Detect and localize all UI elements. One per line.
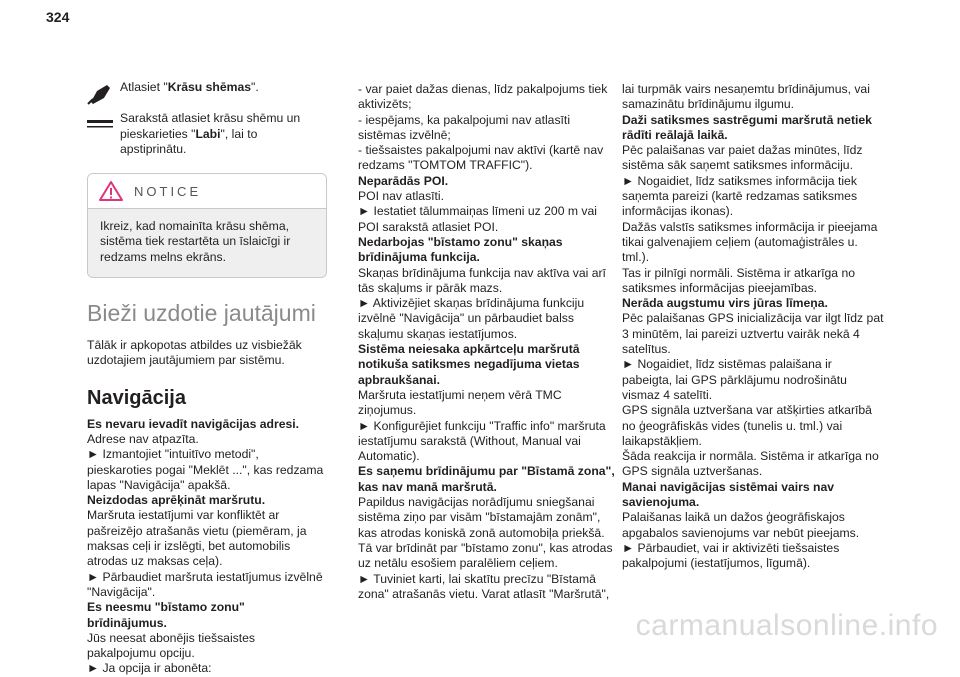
answer-1: Adrese nav atpazīta. ► Izmantojiet "intuitīvo metodi", pieskaroties pogai "Meklēt ...", kas redzama lapas "Navigācija" apakšā. [87,431,324,492]
question-9: Nerāda augstumu virs jūras līmeņa. [622,296,828,311]
question-10: Manai navigācijas sistēmai vairs nav savienojuma. [622,479,835,510]
notice-text: Ikreiz, kad nomainīta krāsu shēma, sistēma tiek restartēta un īslaicīgi ir redzams melns ekrāns. [100,219,291,264]
answer-7-continued: lai turpmāk vairs nesaņemtu brīdinājumus, vai samazinātu brīdinājumu ilgumu. [622,82,870,112]
notice-body [88,209,326,277]
faq-intro: Tālāk ir apkopotas atbildes uz visbiežāk uzdotajiem jautājumiem par sistēmu. [87,338,302,368]
answer-3: Jūs neesat abonējis tiešsaistes pakalpojumu opciju. ► Ja opcija ir abonēta: [87,630,256,676]
faq-heading: Bieži uzdotie jautājumi [87,300,316,327]
answer-2: Maršruta iestatījumi var konfliktēt ar pašreizējo atrašanās vietu (piemēram, ja maksas ceļi ir izslēgti, bet automobilis atrodas uz maksas ceļa). ► Pārbaudiet maršruta iestatījumus izvēlnē "Navigācija". [87,508,323,599]
step2-text: Sarakstā atlasiet krāsu shēmu un pieskarieties "Labi", lai to apstiprinātu. [120,111,301,156]
answer-6: Maršruta iestatījumi neņem vērā TMC ziņojumus. ► Konfigurējiet funkciju "Traffic info" maršruta iestatījumu sarakstā (Without, Manual vai Automatic). [358,387,606,464]
pen-tap-icon [87,82,113,106]
notice-title: NOTICE [134,183,202,199]
answer-3-continued: - var paiet dažas dienas, līdz pakalpojums tiek aktivizēts; - iespējams, ka pakalpojumi nav atlasīti sistēmas izvēlnē; - tiešsaistes pakalpojumi nav aktīvi (kartē nav redzams "TOMTOM TRAFFIC"). [358,82,608,173]
answer-7: Papildus navigācijas norādījumu sniegšanai sistēma ziņo par visām "bīstamajām zonām", kas atrodas koniskā zonā automobiļa priekšā. Tā var brīdināt par "bīstamo zonu", kas atrodas uz netālu esošiem paralēliem ceļiem. ► Tuviniet karti, lai skatītu precīzu "Bīstamā zona" atrašanās vietu. Varat atlasīt "Maršrutā", [358,495,613,601]
question-1: Es nevaru ievadīt navigācijas adresi. [87,416,300,431]
question-2: Neizdodas aprēķināt maršrutu. [87,493,266,508]
column-2 [358,82,616,602]
column-3 [622,82,884,572]
question-4: Neparādās POI. [358,173,449,188]
answer-9: Pēc palaišanas GPS inicializācija var ilgt līdz pat 3 minūtēm, lai pareizi uztvertu vairāk nekā 4 satelītus. ► Nogaidiet, līdz sistēmas palaišana ir pabeigta, lai GPS pārklājumu nodrošinātu vismaz 4 satelīti. GPS signāla uztveršana var atšķirties atkarībā no ģeogrāfiskās vides (tunelis u. tml.) vai laikapstākļiem. Šāda reakcija ir normāla. Sistēma ir atkarīga no GPS signāla uztveršanas. [622,311,884,479]
answer-4: POI nav atlasīti. ► Iestatiet tālummaiņas līmeni uz 200 m vai POI sarakstā atlasiet POI. [358,189,597,234]
question-3: Es neesmu "bīstamo zonu" brīdinājumus. [87,600,245,630]
question-8: Daži satiksmes sastrēgumi maršrutā netiek rādīti reālajā laikā. [622,112,872,142]
step-choose-scheme [87,111,327,157]
watermark: carmanualsonline.info [635,609,938,642]
question-6: Sistēma neiesaka apkārtceļu maršrutā notikuša satiksmes negadījuma vietas apbraukšanai. [358,342,580,387]
question-5: Nedarbojas "bīstamo zonu" skaņas brīdinājuma funkcija. [358,234,563,265]
notice-box [87,173,327,278]
answer-10: Palaišanas laikā un dažos ģeogrāfiskajos apgabalos savienojums var nebūt pieejams. ► Pārbaudiet, vai ir aktivizēti tiešsaistes pakalpojumi (iestatījumos, līgumā). [622,510,860,571]
step1-text: Atlasiet "Krāsu shēmas". [120,80,259,94]
question-7: Es saņemu brīdinājumu par "Bīstamā zona", kas nav manā maršrutā. [358,464,615,494]
step-select-color-schemes [87,80,327,95]
notice-header [88,174,326,209]
navigation-heading: Navigācija [87,386,186,409]
answer-8: Pēc palaišanas var paiet dažas minūtes, līdz sistēma sāk saņemt satiksmes informāciju. ► Nogaidiet, līdz satiksmes informācija tiek saņemta pareizi (kartē redzamas satiksmes informācijas ikonas). Dažās valstīs satiksmes informācija ir pieejama tikai galvenajiem ceļiem (automaģistrāles u. tml.). Tas ir pilnīgi normāli. Sistēma ir atkarīga no satiksmes informācijas pieejamības. [622,143,878,295]
column-1 [87,80,327,677]
warning-triangle-icon [98,180,124,202]
slide-bar-icon [87,113,113,137]
answer-5: Skaņas brīdinājuma funkcija nav aktīva vai arī tās skaļums ir pārāk mazs. ► Aktivizējiet skaņas brīdinājuma funkciju izvēlnē "Navigācija" un pārbaudiet balss skaļumu skaņas iestatījumos. [358,265,606,341]
page-number: 324 [46,9,70,25]
